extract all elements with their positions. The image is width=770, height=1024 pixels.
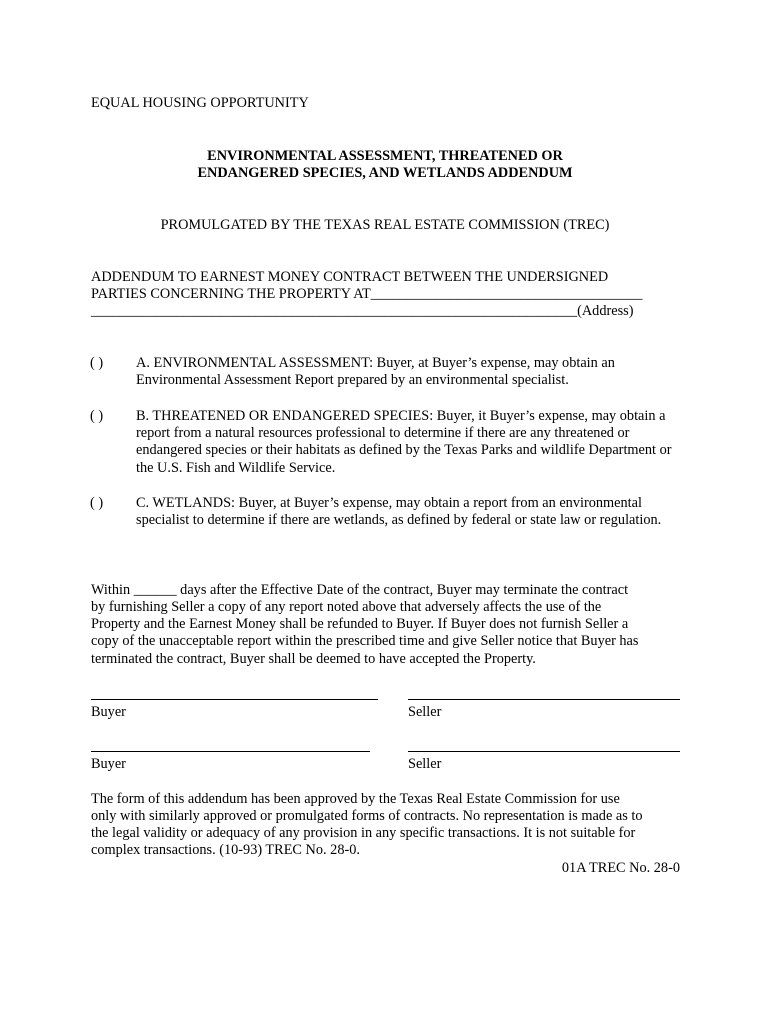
footer-line-4: complex transactions. (10-93) TREC No. 28-0. xyxy=(91,842,360,858)
buyer-1-label: Buyer xyxy=(91,704,126,720)
termination-line-4: copy of the unacceptable report within the prescribed time and give Seller notice that Buyer has xyxy=(91,633,639,649)
checkbox-wetlands[interactable]: ( ) xyxy=(90,495,104,511)
termination-line-1: Within ______ days after the Effective Date of the contract, Buyer may terminate the contract xyxy=(91,582,629,598)
footer-line-1: The form of this addendum has been approved by the Texas Real Estate Commission for use xyxy=(91,791,620,807)
intro-line-1: ADDENDUM TO EARNEST MONEY CONTRACT BETWEEN THE UNDERSIGNED xyxy=(91,269,609,285)
item-environmental-assessment: A. ENVIRONMENTAL ASSESSMENT: Buyer, at Buyer’s expense, may obtain an Environmental Assessment Report prepared by an environmental specialist. xyxy=(136,355,615,389)
termination-line-3: Property and the Earnest Money shall be refunded to Buyer. If Buyer does not furnish Seller a xyxy=(91,616,629,632)
title-line-1: ENVIRONMENTAL ASSESSMENT, THREATENED OR xyxy=(207,148,563,164)
property-address-field-2[interactable]: ____________________________________________________________________ xyxy=(91,303,578,319)
item-wetlands: C. WETLANDS: Buyer, at Buyer’s expense, may obtain a report from an environmental specialist to determine if there are wetlands, as defined by federal or state law or regulation. xyxy=(136,495,662,529)
checkbox-endangered-species[interactable]: ( ) xyxy=(90,408,104,424)
seller-1-label: Seller xyxy=(408,704,442,720)
intro-line-2-text: PARTIES CONCERNING THE PROPERTY AT xyxy=(91,286,371,302)
intro-line-2 xyxy=(91,286,642,303)
equal-housing-notice: EQUAL HOUSING OPPORTUNITY xyxy=(91,95,309,111)
intro-line-3 xyxy=(91,303,633,320)
form-number: 01A TREC No. 28-0 xyxy=(561,860,680,876)
property-address-field-1[interactable]: ______________________________________ xyxy=(370,286,643,302)
termination-line-5: terminated the contract, Buyer shall be deemed to have accepted the Property. xyxy=(91,651,536,667)
buyer-2-signature-line[interactable] xyxy=(91,751,370,752)
item-endangered-species: B. THREATENED OR ENDANGERED SPECIES: Buyer, it Buyer’s expense, may obtain a report from a natural resources professional to determine if there are any threatened or endangered species or their habitats as defined by the Texas Parks and wildlife Department or the U.S. Fish and Wildlife Service. xyxy=(136,408,672,476)
address-label: (Address) xyxy=(577,303,634,319)
termination-line-2: by furnishing Seller a copy of any report noted above that adversely affects the use of the xyxy=(91,599,602,615)
promulgated-line: PROMULGATED BY THE TEXAS REAL ESTATE COMMISSION (TREC) xyxy=(160,217,610,233)
buyer-2-label: Buyer xyxy=(91,756,126,772)
title-line-2: ENDANGERED SPECIES, AND WETLANDS ADDENDUM xyxy=(197,165,573,181)
seller-2-signature-line[interactable] xyxy=(408,751,680,752)
footer-line-3: the legal validity or adequacy of any provision in any specific transactions. It is not suitable for xyxy=(91,825,636,841)
footer-line-2: only with similarly approved or promulgated forms of contracts. No representation is made as to xyxy=(91,808,643,824)
checkbox-environmental-assessment[interactable]: ( ) xyxy=(90,355,104,371)
seller-1-signature-line[interactable] xyxy=(408,699,680,700)
buyer-1-signature-line[interactable] xyxy=(91,699,378,700)
seller-2-label: Seller xyxy=(408,756,442,772)
